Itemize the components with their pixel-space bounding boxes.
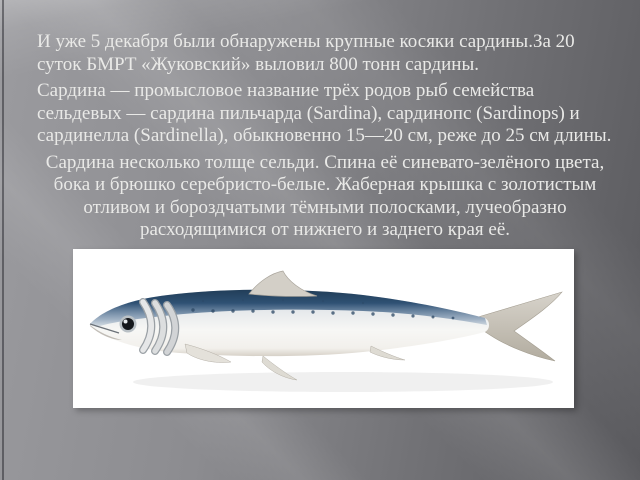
slide-text-block (37, 31, 613, 242)
paragraph-catch-report: И уже 5 декабря были обнаружены крупные косяки сардины.За 20 суток БМРТ «Жуковский» выловил 800 тонн сардины. (37, 31, 575, 75)
sardine-fish-illustration (73, 249, 574, 408)
dorsal-fin (249, 271, 317, 296)
paragraph-sardine-definition: Сардина — промысловое название трёх родов рыб семейства сельдевых — сардина пильчарда (Sardina), сардинопс (Sardinops) и сардинелла (Sardinella), обыкновенно 15—20 см, реже до 25 см длины. (37, 80, 612, 146)
fish-shadow (133, 372, 553, 392)
tail-fin (478, 292, 562, 361)
paragraph-sardine-description: Сардина несколько толще сельди. Спина её синевато-зелёного цвета, бока и брюшко серебристо-белые. Жаберная крышка с золотистым отливом и бороздчатыми тёмными полосками, лучеобразно расходящимися от нижнего и заднего края её. (45, 151, 605, 240)
sardine-image-box (73, 249, 574, 408)
left-edge-line (2, 0, 4, 480)
fish-eye (120, 316, 137, 333)
